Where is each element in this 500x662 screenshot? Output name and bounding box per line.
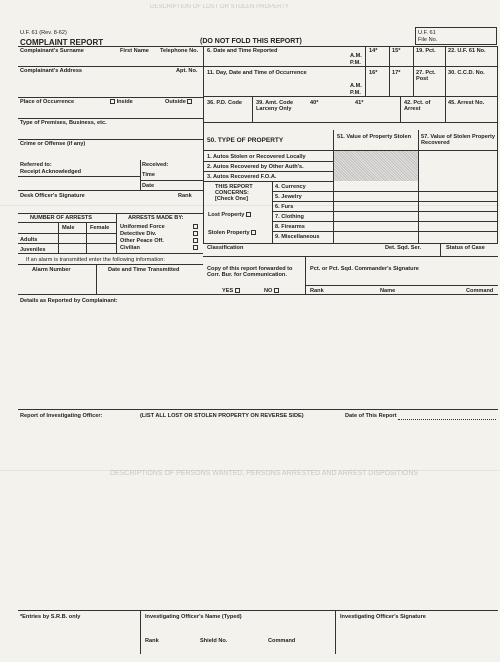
time-label: Time [142,172,155,178]
field-45-label: 45. Arrest No. [448,100,485,106]
footer-rank-label: Rank [145,638,159,644]
field-41-label: 41* [355,100,364,106]
arrest-option-uniformed[interactable]: Uniformed Force [120,224,165,230]
arrests-made-by-title: ARRESTS MADE BY: [128,215,184,221]
field-19-label: 19. Pct. [416,48,436,54]
transmit-note: If an alarm is transmitted enter the following information: [26,257,165,263]
item-currency: 4. Currency [275,184,306,190]
apt-number-label: Apt. No. [176,68,198,74]
shaded-area [334,151,418,181]
inside-option[interactable]: Inside [110,99,133,105]
civilian-checkbox[interactable] [193,245,198,250]
lost-property-option[interactable]: Lost Property [208,212,251,218]
uniformed-checkbox[interactable] [193,224,198,229]
place-of-occurrence-label: Place of Occurrence [20,99,75,105]
arrest-option-detective[interactable]: Detective Div. [120,231,157,237]
investigating-report-label: Report of Investigating Officer: [20,413,103,419]
desk-rank-label: Rank [178,193,192,199]
stolen-property-option[interactable]: Stolen Property [208,230,256,236]
item-furs: 6. Furs [275,204,294,210]
item-miscellaneous: 9. Miscellaneous [275,234,320,240]
female-label: Female [90,225,110,231]
field-11-label: 11. Day, Date and Time of Occurrence [207,70,307,76]
field-36-label: 36. P.D. Code [207,100,243,106]
detective-checkbox[interactable] [193,231,198,236]
premises-label: Type of Premises, Business, etc. [20,120,107,126]
date-time-transmitted-label: Date and Time Transmitted [108,267,180,273]
am-label-1: A.M. [350,53,362,59]
copy-forwarded-label: Copy of this report forwarded to Corr. Bur. for Communication. [207,266,293,278]
complainant-surname-label: Complainant's Surname [20,48,84,54]
field-17-label: 17* [392,70,401,76]
field-39-label: 39. Amt. Code Larceny Only [256,100,294,112]
footer-command-label: Command [268,638,296,644]
receipt-label: Receipt Acknowledged [20,169,82,175]
stolen-checkbox[interactable] [251,230,256,235]
property-type-1: 1. Autos Stolen or Recovered Locally [207,154,306,160]
property-type-2: 2. Autos Recovered by Other Auth's. [207,164,304,170]
ghost-heading-middle: DESCRIPTIONS OF PERSONS WANTED, PERSONS ARRESTED AND ARREST DISPOSITIONS [110,470,419,477]
juveniles-label: Juveniles [20,247,46,253]
pm-label-2: P.M. [350,90,361,96]
ghost-heading-top: DESCRIPTION OF LOST OR STOLEN PROPERTY [150,4,290,10]
referred-label: Referred to: [20,162,52,168]
yes-option[interactable]: YES [222,288,240,294]
inside-checkbox[interactable] [110,99,115,104]
form-code: U.F. 61 (Rev. 8-62) [20,30,67,36]
field-27-label: 27. Pct. Post [416,70,436,82]
am-label-2: A.M. [350,83,362,89]
arrest-option-civilian[interactable]: Civilian [120,245,140,251]
reverse-side-note: (LIST ALL LOST OR STOLEN PROPERTY ON REVERSE SIDE) [140,413,304,419]
pm-label-1: P.M. [350,60,361,66]
received-label: Received: [142,162,169,168]
lost-checkbox[interactable] [246,212,251,217]
field-14-label: 14* [369,48,378,54]
alarm-number-label: Alarm Number [32,267,71,273]
det-sqd-label: Det. Sqd. Ser. [385,245,422,251]
no-option[interactable]: NO [264,288,279,294]
outside-checkbox[interactable] [187,99,192,104]
other-peace-checkbox[interactable] [193,238,198,243]
form-title: COMPLAINT REPORT [20,38,104,47]
item-firearms: 8. Firearms [275,224,305,230]
commander-name-label: Name [380,288,396,294]
status-of-case-label: Status of Case [446,245,485,251]
field-50-label: 50. TYPE OF PROPERTY [207,137,284,144]
officer-signature-label: Investigating Officer's Signature [340,614,426,620]
item-jewelry: 5. Jewelry [275,194,302,200]
property-type-3: 3. Autos Recovered F.O.A. [207,174,277,180]
complainant-address-label: Complainant's Address [20,68,83,74]
telephone-label: Telephone No. [160,48,199,54]
date-of-report-label: Date of This Report [345,413,397,419]
field-40-label: 40* [310,100,319,106]
srb-note: *Entries by S.R.B. only [20,614,81,620]
officer-name-label: Investigating Officer's Name (Typed) [145,614,242,620]
date-label: Date [142,183,155,189]
field-42-label: 42. Pct. of Arrest [404,100,431,112]
field-16-label: 16* [369,70,378,76]
item-clothing: 7. Clothing [275,214,304,220]
no-checkbox[interactable] [274,288,279,293]
concerns-line-1: THIS REPORT [215,184,253,190]
commander-command-label: Command [466,288,494,294]
arrest-option-other-peace[interactable]: Other Peace Off. [120,238,164,244]
yes-checkbox[interactable] [235,288,240,293]
outside-option[interactable]: Outside [165,99,192,105]
concerns-line-3: [Check One] [215,196,248,202]
number-of-arrests-title: NUMBER OF ARRESTS [30,215,92,221]
classification-label: Classification [207,245,244,251]
fold-notice: (DO NOT FOLD THIS REPORT) [200,38,302,45]
commander-signature-label: Pct. or Pct. Sqd. Commander's Signature [310,266,419,272]
concerns-line-2: CONCERNS: [215,190,249,196]
footer-shield-label: Shield No. [200,638,228,644]
field-6-label: 6. Date and Time Reported [207,48,278,54]
field-51-label: 51. Value of Property Stolen [337,134,411,140]
adults-label: Adults [20,237,38,243]
details-label: Details as Reported by Complainant: [20,298,118,304]
details-area[interactable] [20,310,496,405]
male-label: Male [62,225,75,231]
field-15-label: 15* [392,48,401,54]
file-number-label: File No. [418,37,438,43]
commander-rank-label: Rank [310,288,324,294]
field-30-label: 30. C.C.D. No. [448,70,485,76]
investigation-area[interactable] [20,425,496,605]
desk-officer-label: Desk Officer's Signature [20,193,85,199]
field-57-label: 57. Value of Stolen Property Recovered [421,134,495,146]
field-22-label: 22. U.F. 61 No. [448,48,486,54]
first-name-label: First Name [120,48,149,54]
corner-form-code: U.F. 61 [418,30,436,36]
arrest-checkboxes[interactable] [193,224,198,250]
crime-label: Crime or Offense (if any) [20,141,86,147]
